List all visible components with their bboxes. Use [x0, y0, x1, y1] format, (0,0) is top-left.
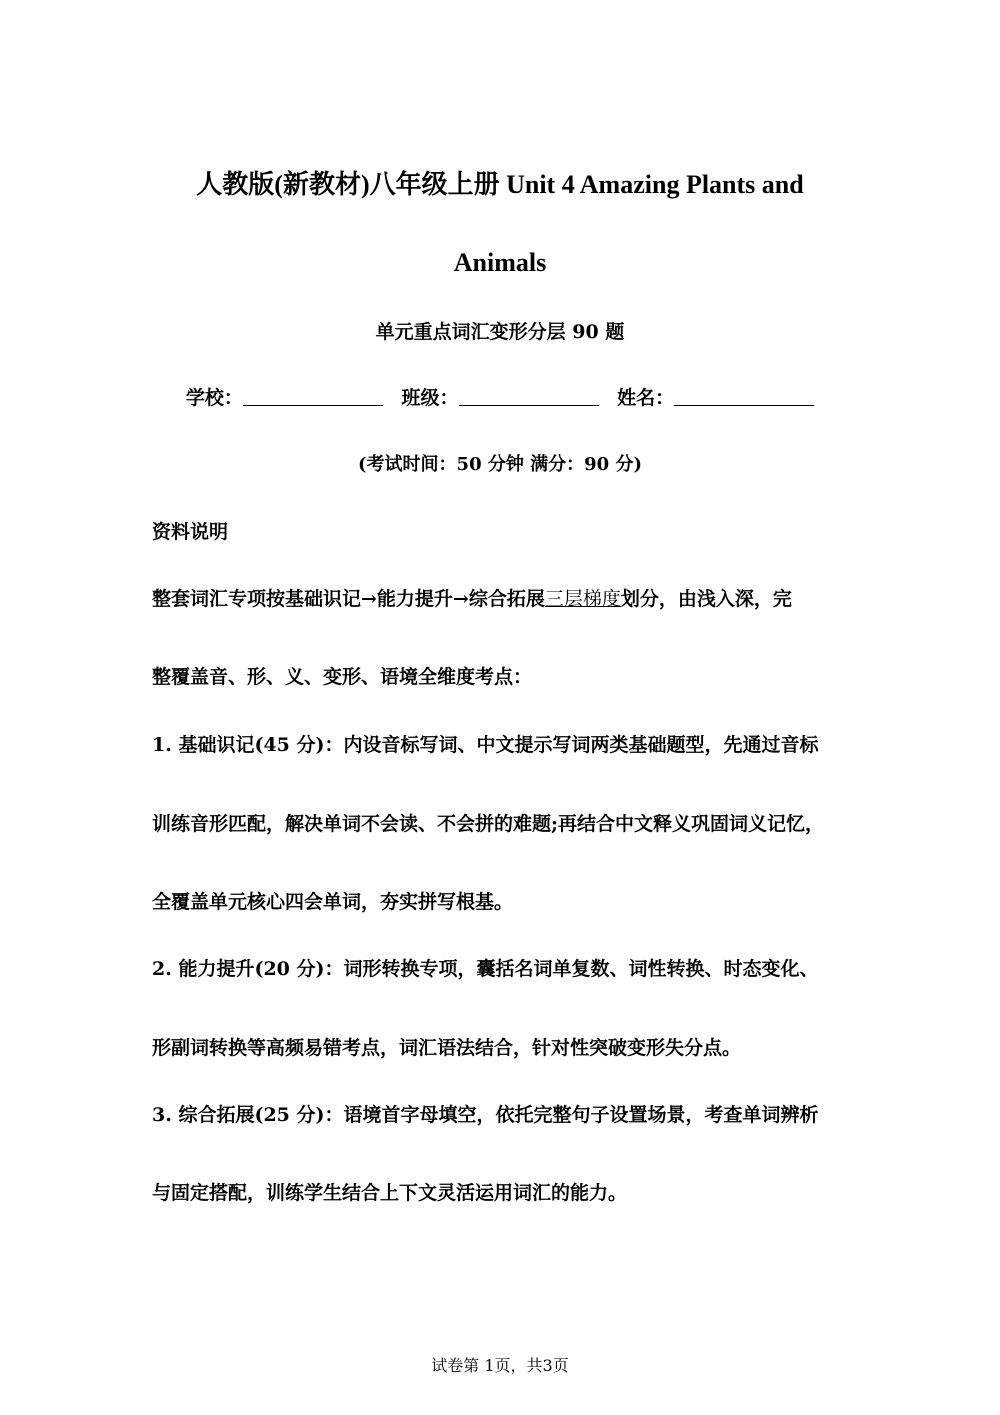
class-blank[interactable] — [459, 387, 599, 406]
intro-line-2: 整覆盖音、形、义、变形、语境全维度考点： — [152, 666, 533, 688]
page-footer: 试卷第 1页，共3页 — [431, 1356, 569, 1375]
name-blank[interactable] — [674, 387, 814, 406]
document-title-line2: Animals — [453, 248, 547, 277]
document-subtitle: 单元重点词汇变形分层 90 题 — [375, 321, 625, 343]
item-1-line-3: 全覆盖单元核心四会单词，夯实拼写根基。 — [152, 891, 514, 913]
intro-line-1-tail: 划分，由浅入深，完 — [620, 588, 792, 610]
item-2-line-2: 形副词转换等高频易错考点，词汇语法结合，针对性突破变形失分点。 — [152, 1037, 742, 1059]
item-2-line-1: 2. 能力提升(20 分)：词形转换专项，囊括名词单复数、词性转换、时态变化、 — [152, 958, 819, 980]
item-3-line-2: 与固定搭配，训练学生结合上下文灵活运用词汇的能力。 — [152, 1182, 628, 1204]
item-3-line-1: 3. 综合拓展(25 分)：语境首字母填空，依托完整句子设置场景，考查单词辨析 — [152, 1104, 819, 1126]
school-blank[interactable] — [243, 387, 383, 406]
class-label: 班级： — [401, 387, 459, 409]
student-info-row — [150, 386, 850, 410]
document-title-line1: 人教版(新教材)八年级上册 Unit 4 Amazing Plants and — [196, 170, 804, 199]
school-label: 学校： — [185, 387, 243, 409]
item-1-line-2: 训练音形匹配，解决单词不会读、不会拼的难题;再结合中文释义巩固词义记忆， — [152, 813, 825, 835]
intro-line-1-text: 整套词汇专项按基础识记→能力提升→综合拓展 — [152, 588, 545, 610]
intro-underlined-term: 三层梯度 — [544, 588, 621, 610]
exam-meta: (考试时间：50 分钟 满分：90 分) — [358, 454, 642, 475]
name-label: 姓名： — [617, 387, 675, 409]
section-heading: 资料说明 — [152, 521, 229, 543]
intro-line-1 — [152, 587, 872, 611]
item-1-line-1: 1. 基础识记(45 分)：内设音标写词、中文提示写词两类基础题型，先通过音标 — [152, 734, 819, 756]
